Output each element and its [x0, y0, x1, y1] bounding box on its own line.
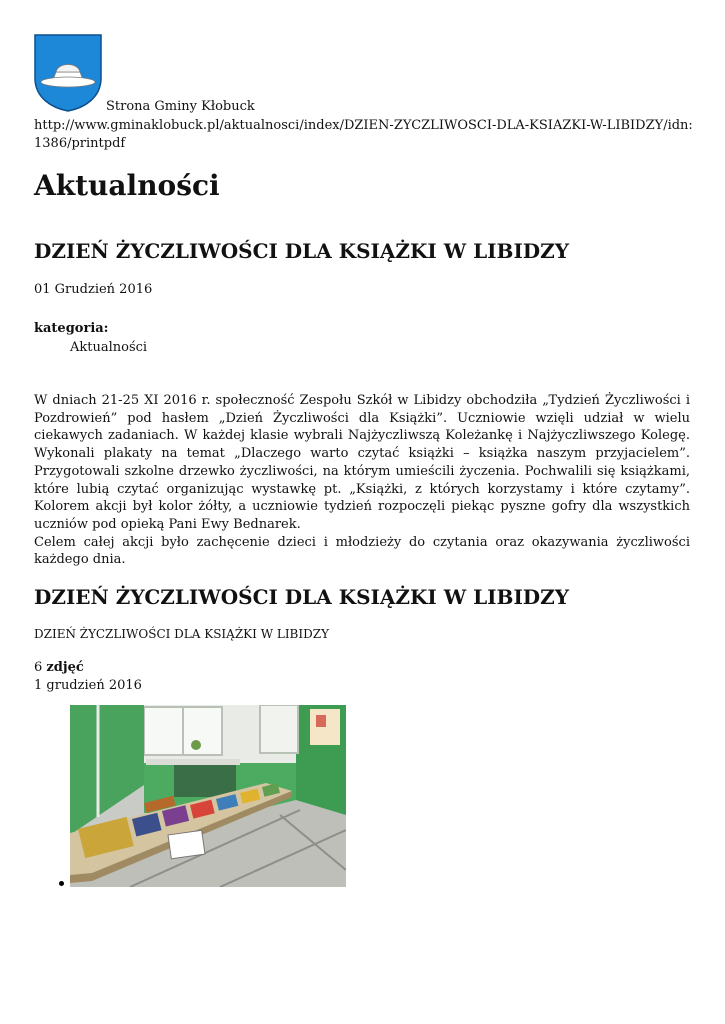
photo-list — [34, 705, 354, 890]
site-name: Strona Gminy Kłobuck — [106, 99, 255, 114]
gallery-date: 1 grudzień 2016 — [34, 678, 142, 693]
article-body — [34, 392, 690, 569]
gallery-subtitle: DZIEŃ ŻYCZLIWOŚCI DLA KSIĄŻKI W LIBIDZY — [34, 627, 329, 641]
photo-count — [34, 659, 84, 676]
article-paragraph: Celem całej akcji było zachęcenie dzieci i młodzieży do czytania oraz okazywania życzliwości każdego dnia. — [34, 534, 690, 568]
page-url[interactable]: http://www.gminaklobuck.pl/aktualnosci/index/DZIEN-ZYCZLIWOSCI-DLA-KSIAZKI-W-LIBIDZY/idn:1386/printpdf — [34, 118, 693, 151]
gallery-title: DZIEŃ ŻYCZLIWOŚCI DLA KSIĄŻKI W LIBIDZY — [34, 585, 570, 609]
photo-item[interactable] — [34, 705, 354, 890]
photo-count-label: zdjęć — [46, 660, 84, 675]
photo-count-number: 6 — [34, 660, 43, 675]
article-title: DZIEŃ ŻYCZLIWOŚCI DLA KSIĄŻKI W LIBIDZY — [34, 239, 570, 263]
category-value: Aktualności — [70, 340, 148, 355]
category-label: kategoria: — [34, 321, 109, 336]
section-title: Aktualności — [34, 169, 220, 202]
gallery-photo[interactable] — [70, 705, 346, 887]
crest-icon — [34, 34, 102, 112]
list-bullet — [59, 881, 64, 886]
article-paragraph: W dniach 21-25 XI 2016 r. społeczność Zespołu Szkół w Libidzy obchodziła „Tydzień Życzliwości i Pozdrowień” pod hasłem „Dzień Życzliwości dla Książki”. Uczniowie wzięli udział w wielu ciekawych zadaniach. W każdej klasie wybrali Najżyczliwszą Koleżankę i Najżyczliwszego Kolegę. Wykonali plakaty na temat „Dlaczego warto czytać książki – książka naszym przyjacielem”. Przygotowali szkolne drzewko życzliwości, na którym umieścili życzenia. Pochwalili się książkami, które lubią czytać organizując wystawkę pt. „Książki, z których korzystamy i które czytamy”. Kolorem akcji był kolor żółty, a uczniowie tydzień rozpoczęli piekąc pyszne gofry dla wszystkich uczniów pod opieką Pani Ewy Bednarek. — [34, 393, 690, 532]
article-date: 01 Grudzień 2016 — [34, 282, 153, 297]
